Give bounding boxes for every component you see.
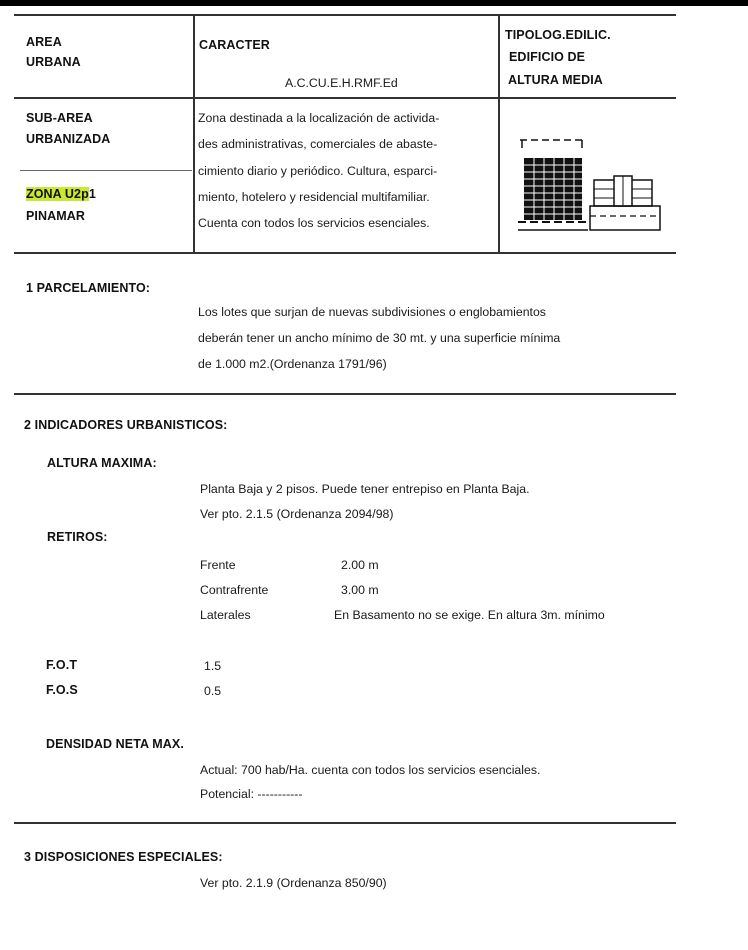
disposiciones-heading: 3 DISPOSICIONES ESPECIALES: [24,850,223,864]
parcelamiento-line-3: de 1.000 m2.(Ordenanza 1791/96) [198,357,387,371]
tipolog-label: TIPOLOG.EDILIC. [505,28,611,42]
parcelamiento-line-1: Los lotes que surjan de nuevas subdivisiones o englobamientos [198,305,546,319]
table-top-line [14,14,676,16]
fot-value: 1.5 [204,659,222,673]
caracter-code: A.C.CU.E.H.RMF.Ed [285,76,398,90]
densidad-actual: Actual: 700 hab/Ha. cuenta con todos los servicios esenciales. [200,763,541,777]
densidad-potencial: Potencial: ----------- [200,787,303,801]
column-divider-2 [498,14,500,254]
caracter-label: CARACTER [199,38,270,52]
densidad-label: DENSIDAD NETA MAX. [46,737,184,751]
subarea-divider [20,170,192,171]
table-bottom-line [14,252,676,254]
retiro-frente-name: Frente [200,558,236,572]
description-line-4: miento, hotelero y residencial multifamiliar. [198,190,430,204]
table-middle-line [14,97,676,99]
parcelamiento-line-2: deberán tener un ancho mínimo de 30 mt. y una superficie mínima [198,331,561,345]
subarea-label: SUB-AREA [26,111,93,125]
zona-suffix: 1 [88,187,96,201]
edificio-label: EDIFICIO DE [509,50,586,64]
indicadores-heading: 2 INDICADORES URBANISTICOS: [24,418,228,432]
fos-value: 0.5 [204,684,222,698]
area-label: AREA [26,35,62,49]
retiro-contrafrente-name: Contrafrente [200,583,269,597]
top-border [0,0,748,6]
parcelamiento-heading: 1 PARCELAMIENTO: [26,281,151,295]
zona-highlight: ZONA U2p [26,187,89,201]
altura-line-1: Planta Baja y 2 pisos. Puede tener entrepiso en Planta Baja. [200,482,530,496]
fos-label: F.O.S [46,683,78,697]
retiros-label: RETIROS: [47,530,108,544]
retiro-contrafrente-value: 3.00 m [341,583,379,597]
retiro-laterales-name: Laterales [200,608,251,622]
pinamar-label: PINAMAR [26,209,86,223]
description-line-3: cimiento diario y periódico. Cultura, esparci- [198,164,438,178]
disposiciones-line: Ver pto. 2.1.9 (Ordenanza 850/90) [200,876,387,890]
description-line-1: Zona destinada a la localización de activida- [198,111,440,125]
altura-media-label: ALTURA MEDIA [508,73,603,87]
column-divider-1 [193,14,195,254]
urbana-label: URBANA [26,55,81,69]
altura-maxima-label: ALTURA MAXIMA: [47,456,157,470]
section-divider-2 [14,822,676,824]
zona-label [26,187,96,201]
building-typology-icon [514,132,666,236]
section-divider-1 [14,393,676,395]
fot-label: F.O.T [46,658,78,672]
urbanizada-label: URBANIZADA [26,132,111,146]
retiro-frente-value: 2.00 m [341,558,379,572]
altura-line-2: Ver pto. 2.1.5 (Ordenanza 2094/98) [200,507,394,521]
retiro-laterales-value: En Basamento no se exige. En altura 3m. mínimo [334,608,605,622]
description-line-2: des administrativas, comerciales de abaste- [198,137,438,151]
description-line-5: Cuenta con todos los servicios esenciales. [198,216,430,230]
